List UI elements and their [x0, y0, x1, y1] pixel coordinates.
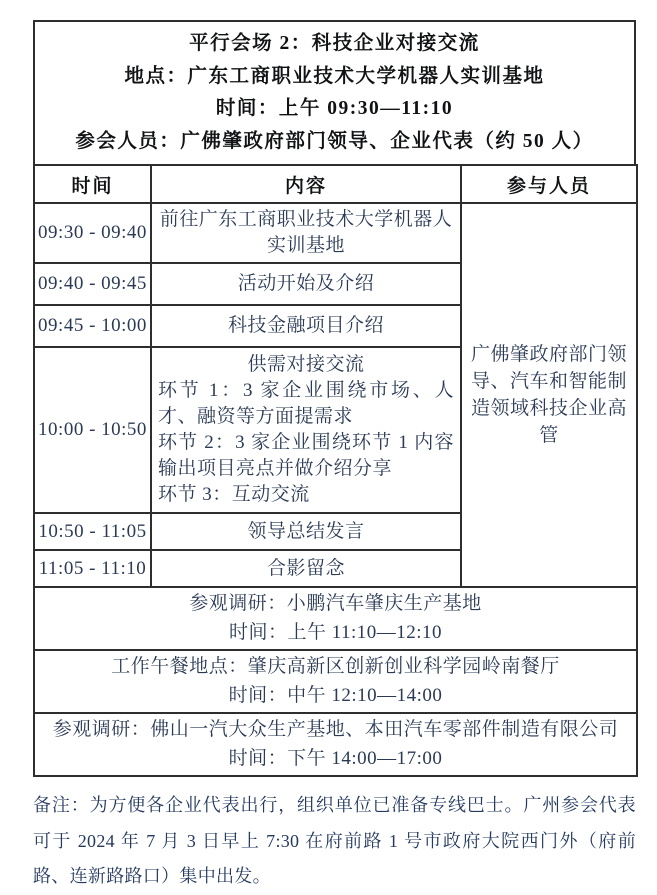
session-title: 平行会场 2：科技企业对接交流 [189, 33, 480, 54]
participants-cell: 广佛肇政府部门领导、汽车和智能制造领域科技企业高管 [461, 203, 637, 587]
col-header-time: 时间 [34, 165, 151, 203]
time-cell: 09:45 - 10:00 [34, 305, 151, 347]
session-step-3: 环节 3：互动交流 [158, 484, 310, 505]
lunch-location: 工作午餐地点：肇庆高新区创新创业科学园岭南餐厅 [111, 656, 560, 677]
time-cell: 11:05 - 11:10 [34, 550, 151, 587]
visit-title: 参观调研：佛山一汽大众生产基地、本田汽车零部件制造有限公司 [52, 719, 619, 740]
time-cell: 09:40 - 09:45 [34, 263, 151, 305]
time-cell: 09:30 - 09:40 [34, 203, 151, 263]
lunch-row [34, 650, 637, 713]
content-cell: 科技金融项目介绍 [151, 305, 461, 347]
table-row [34, 587, 637, 650]
session-time: 时间：上午 09:30—11:10 [215, 98, 454, 119]
session-location: 地点：广东工商职业技术大学机器人实训基地 [124, 65, 545, 87]
visit-row-xpeng [34, 587, 637, 650]
visit-title: 参观调研：小鹏汽车肇庆生产基地 [189, 593, 482, 614]
note-paragraph: 备注：为方便各企业代表出行，组织单位已准备专线巴士。广州参会代表可于 2024 年 7 月 3 日早上 7:30 在府前路 1 号市政府大院西门外（府前路、连新路路口）集中出发。 [33, 795, 636, 886]
content-cell: 活动开始及介绍 [151, 263, 461, 305]
visit-time: 时间：下午 14:00—17:00 [228, 747, 443, 769]
content-cell [151, 347, 461, 513]
visit-time: 时间：上午 11:10—12:10 [228, 621, 443, 643]
content-cell: 领导总结发言 [151, 513, 461, 550]
session-topic: 供需对接交流 [247, 354, 365, 375]
table-header-row [34, 165, 637, 203]
schedule-table [33, 164, 638, 777]
lunch-time: 时间：中午 12:10—14:00 [228, 684, 443, 706]
content-cell: 合影留念 [151, 550, 461, 587]
session-step-2: 环节 2：3 家企业围绕环节 1 内容输出项目亮点并做介绍分享 [158, 432, 454, 479]
table-row [34, 650, 637, 713]
visit-row-faw-honda [34, 713, 637, 776]
session-step-1: 环节 1：3 家企业围绕市场、人才、融资等方面提需求 [158, 380, 454, 427]
table-row [34, 713, 637, 776]
col-header-participants: 参与人员 [461, 165, 637, 203]
col-header-content: 内容 [151, 165, 461, 203]
time-cell: 10:00 - 10:50 [34, 347, 151, 513]
time-cell: 10:50 - 11:05 [34, 513, 151, 550]
content-cell: 前往广东工商职业技术大学机器人实训基地 [151, 203, 461, 263]
session-attendees: 参会人员：广佛肇政府部门领导、企业代表（约 50 人） [75, 130, 594, 152]
table-row [34, 203, 637, 263]
session-title-block [33, 20, 636, 166]
